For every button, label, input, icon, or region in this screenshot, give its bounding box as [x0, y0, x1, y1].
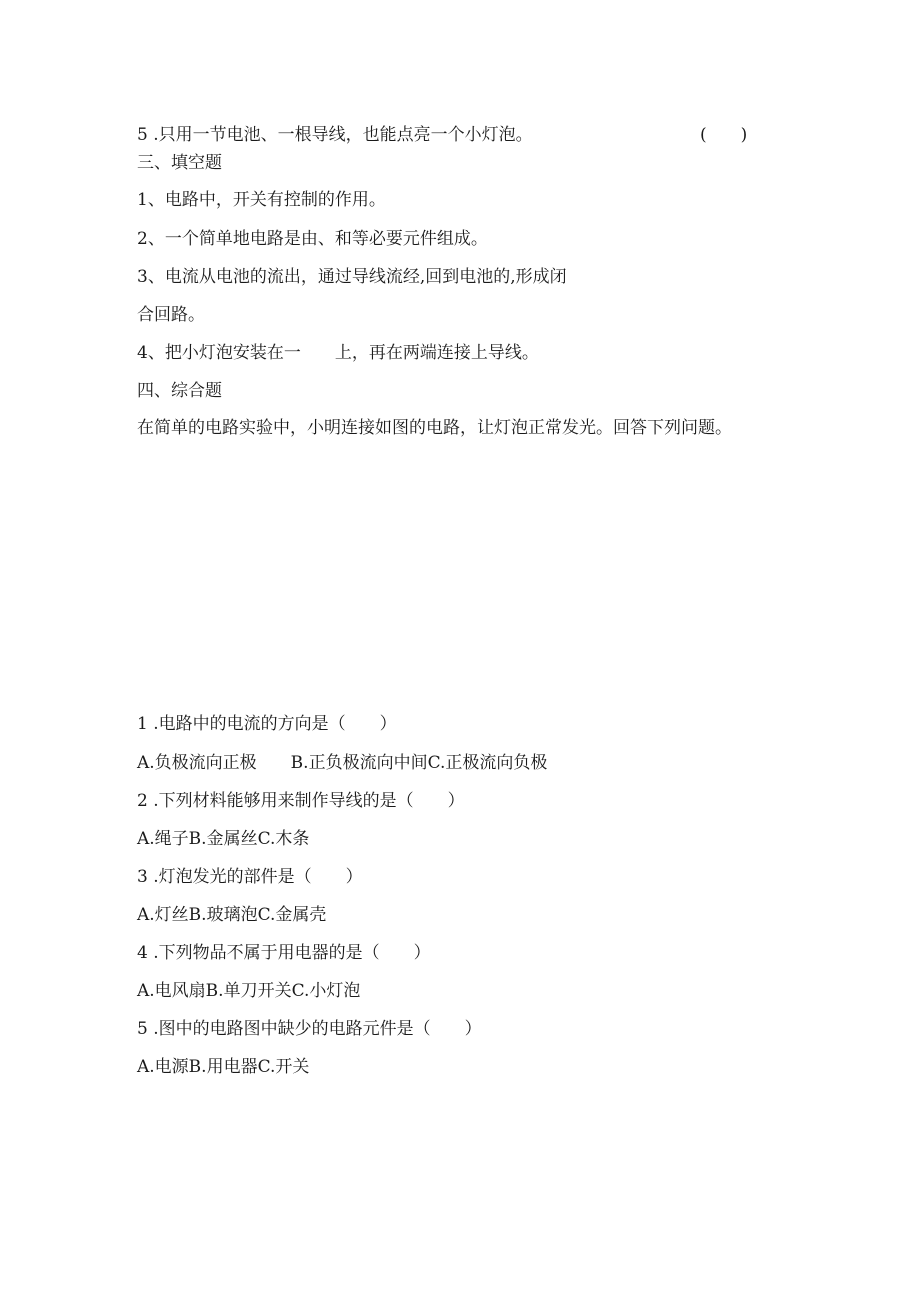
choice-question-2-stem: 2 .下列材料能够用来制作导线的是（ ） [137, 791, 465, 811]
fill-question-3: 3、电流从电池的流出，通过导线流经,回到电池的,形成闭 [137, 267, 567, 287]
choice-question-2-options: A.绳子B.金属丝C.木条 [137, 829, 310, 849]
fill-question-2: 2、一个简单地电路是由、和等必要元件组成。 [137, 229, 488, 249]
choice-question-4-options: A.电风扇B.单刀开关C.小灯泡 [137, 981, 361, 1001]
comprehensive-intro: 在简单的电路实验中，小明连接如图的电路，让灯泡正常发光。回答下列问题。 [137, 418, 732, 438]
choice-question-5-stem: 5 .图中的电路图中缺少的电路元件是（ ） [137, 1019, 482, 1039]
choice-question-1-options: A.负极流向正极 B.正负极流向中间C.正极流向负极 [137, 753, 548, 773]
choice-question-1-stem: 1 .电路中的电流的方向是（ ） [137, 714, 397, 734]
choice-question-5-options: A.电源B.用电器C.开关 [137, 1057, 310, 1077]
judge-answer-paren-5: ( ) [700, 125, 748, 145]
fill-section-heading: 三、填空题 [137, 153, 222, 173]
fill-question-1: 1、电路中，开关有控制的作用。 [137, 190, 386, 210]
choice-question-3-stem: 3 .灯泡发光的部件是（ ） [137, 867, 363, 887]
choice-question-4-stem: 4 .下列物品不属于用电器的是（ ） [137, 943, 431, 963]
judge-question-5: 5 .只用一节电池、一根导线，也能点亮一个小灯泡。 [137, 125, 533, 145]
fill-question-4: 4、把小灯泡安装在一 上，再在两端连接上导线。 [137, 343, 539, 363]
comprehensive-section-heading: 四、综合题 [137, 381, 222, 401]
fill-question-3-continued: 合回路。 [137, 305, 205, 325]
choice-question-3-options: A.灯丝B.玻璃泡C.金属壳 [137, 905, 327, 925]
